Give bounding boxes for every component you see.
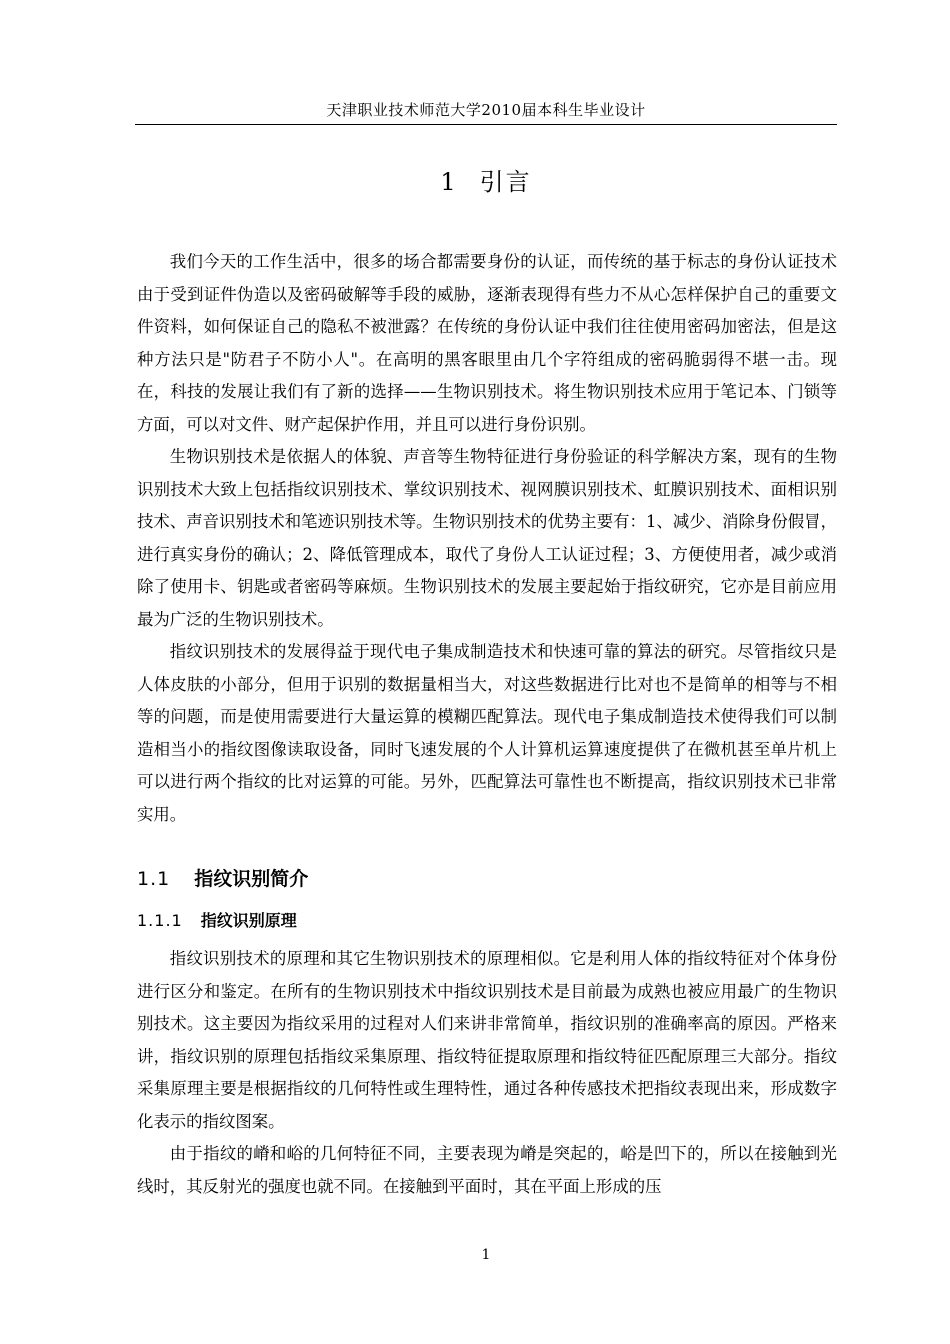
section-heading-1-1-1 <box>137 907 837 935</box>
section-title-1-1-1: 指纹识别原理 <box>200 911 297 930</box>
intro-paragraph-1: 我们今天的工作生活中，很多的场合都需要身份的认证，而传统的基于标志的身份认证技术由于受到证件伪造以及密码破解等手段的威胁，逐渐表现得有些力不从心怎样保护自己的重要文件资料，如何保证自己的隐私不被泄露？在传统的身份认证中我们往往使用密码加密法，但是这种方法只是"防君子不防小人"。在高明的黑客眼里由几个字符组成的密码脆弱得不堪一击。现在，科技的发展让我们有了新的选择——生物识别技术。将生物识别技术应用于笔记本、门锁等方面，可以对文件、财产起保护作用，并且可以进行身份识别。 <box>137 252 837 434</box>
section-number-1-1: 1.1 <box>137 868 171 890</box>
chapter-title-text: 引言 <box>479 168 532 196</box>
intro-paragraph-2: 生物识别技术是依据人的体貌、声音等生物特征进行身份验证的科学解决方案，现有的生物识别技术大致上包括指纹识别技术、掌纹识别技术、视网膜识别技术、虹膜识别技术、面相识别技术、声音识别技术和笔迹识别技术等。生物识别技术的优势主要有：1、减少、消除身份假冒，进行真实身份的确认；2、降低管理成本，取代了身份人工认证过程；3、方便使用者，减少或消除了使用卡、钥匙或者密码等麻烦。生物识别技术的发展主要起始于指纹研究，它亦是目前应用最为广泛的生物识别技术。 <box>137 447 837 629</box>
section-heading-1-1 <box>137 864 837 894</box>
intro-paragraph-3: 指纹识别技术的发展得益于现代电子集成制造技术和快速可靠的算法的研究。尽管指纹只是人体皮肤的小部分，但用于识别的数据量相当大，对这些数据进行比对也不是简单的相等与不相等的问题，而是使用需要进行大量运算的模糊匹配算法。现代电子集成制造技术使得我们可以制造相当小的指纹图像读取设备，同时飞速发展的个人计算机运算速度提供了在微机甚至单片机上可以进行两个指纹的比对运算的可能。另外，匹配算法可靠性也不断提高，指纹识别技术已非常实用。 <box>137 642 837 824</box>
page-number: 1 <box>481 1247 491 1263</box>
chapter-number: 1 <box>440 168 458 196</box>
principle-section <box>137 943 837 1203</box>
principle-paragraph-1: 指纹识别技术的原理和其它生物识别技术的原理相似。它是利用人体的指纹特征对个体身份进行区分和鉴定。在所有的生物识别技术中指纹识别技术是目前最为成熟也被应用最广的生物识别技术。这主要因为指纹采用的过程对人们来讲非常简单，指纹识别的准确率高的原因。严格来讲，指纹识别的原理包括指纹采集原理、指纹特征提取原理和指纹特征匹配原理三大部分。指纹采集原理主要是根据指纹的几何特性或生理特性，通过各种传感技术把指纹表现出来，形成数字化表示的指纹图案。 <box>137 949 837 1131</box>
chapter-title <box>135 164 837 200</box>
principle-paragraph-2: 由于指纹的嵴和峪的几何特征不同，主要表现为嵴是突起的，峪是凹下的，所以在接触到光线时，其反射光的强度也就不同。在接触到平面时，其在平面上形成的压 <box>137 1144 837 1196</box>
section-number-1-1-1: 1.1.1 <box>137 911 183 930</box>
header-rule <box>135 124 837 125</box>
page-header: 天津职业技术师范大学2010届本科生毕业设计 <box>326 101 646 119</box>
section-title-1-1: 指纹识别简介 <box>194 868 309 890</box>
intro-section <box>137 246 837 831</box>
